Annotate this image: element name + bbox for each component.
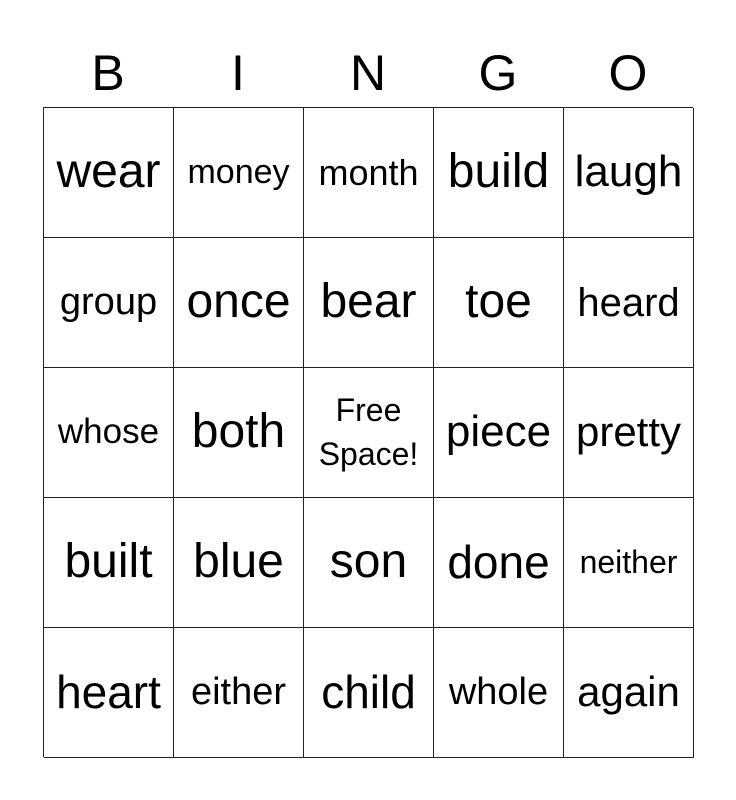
bingo-cell[interactable]: neither	[564, 498, 694, 628]
bingo-cell[interactable]: wear	[44, 108, 174, 238]
bingo-cell[interactable]: son	[304, 498, 434, 628]
bingo-cell[interactable]: pretty	[564, 368, 694, 498]
header-letter-i: I	[231, 45, 245, 101]
bingo-header	[43, 40, 693, 106]
bingo-cell[interactable]: both	[174, 368, 304, 498]
bingo-cell[interactable]: again	[564, 628, 694, 758]
header-letter-g: G	[478, 45, 518, 101]
bingo-cell[interactable]: done	[434, 498, 564, 628]
bingo-board	[43, 107, 693, 757]
bingo-cell[interactable]: toe	[434, 238, 564, 368]
bingo-cell[interactable]: build	[434, 108, 564, 238]
bingo-cell[interactable]: group	[44, 238, 174, 368]
bingo-cell[interactable]: blue	[174, 498, 304, 628]
free-space-cell[interactable]	[304, 368, 434, 498]
header-letter-o: O	[608, 45, 648, 101]
free-space-line1: Free	[335, 392, 402, 429]
bingo-cell[interactable]: heart	[44, 628, 174, 758]
bingo-cell[interactable]: whose	[44, 368, 174, 498]
bingo-cell[interactable]: built	[44, 498, 174, 628]
header-letter-n: N	[349, 45, 387, 101]
free-space-line2: Space!	[318, 435, 419, 472]
bingo-cell[interactable]: either	[174, 628, 304, 758]
bingo-cell[interactable]: laugh	[564, 108, 694, 238]
bingo-cell[interactable]: whole	[434, 628, 564, 758]
bingo-cell[interactable]: bear	[304, 238, 434, 368]
header-letter-b: B	[91, 45, 125, 101]
bingo-cell[interactable]: month	[304, 108, 434, 238]
bingo-cell[interactable]: heard	[564, 238, 694, 368]
bingo-cell[interactable]: once	[174, 238, 304, 368]
bingo-cell[interactable]: piece	[434, 368, 564, 498]
bingo-cell[interactable]: child	[304, 628, 434, 758]
bingo-cell[interactable]: money	[174, 108, 304, 238]
